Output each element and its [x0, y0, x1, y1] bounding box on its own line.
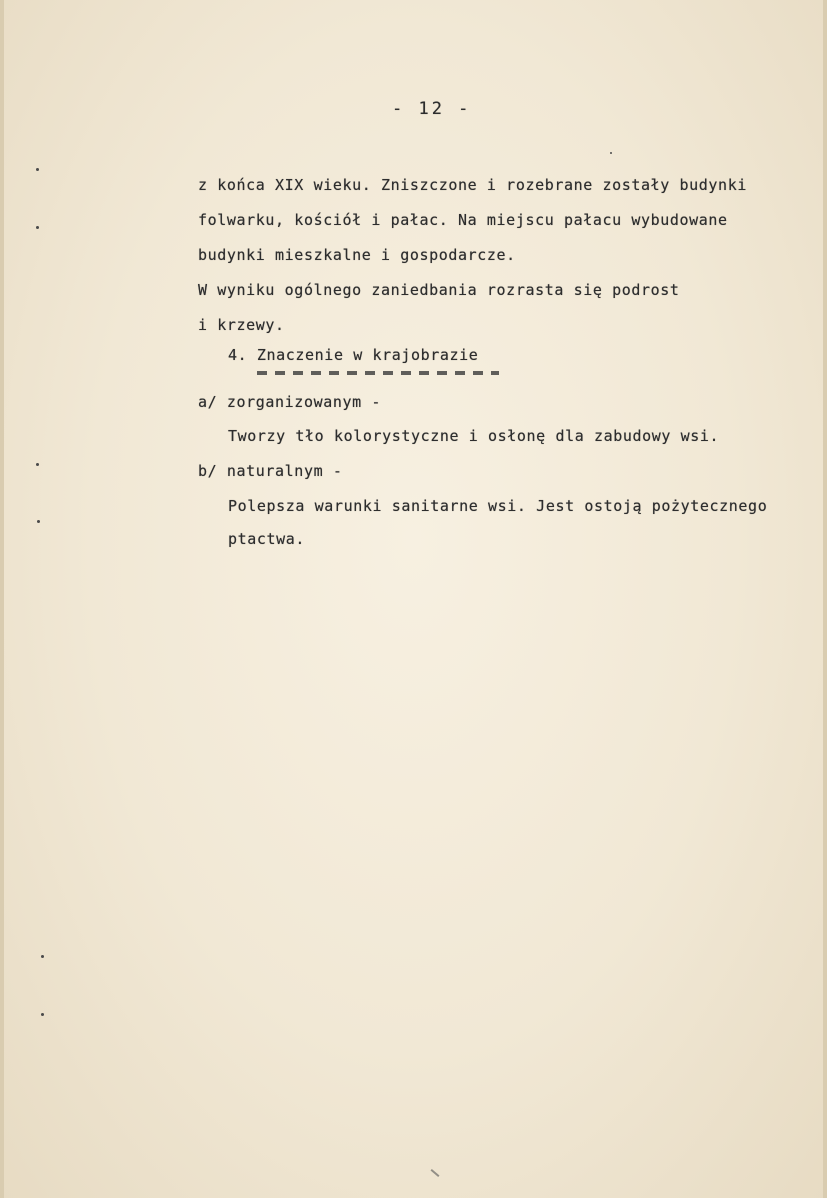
heading-dashed-underline: [257, 371, 499, 375]
body-line: z końca XIX wieku. Zniszczone i rozebrane zostały budynki: [198, 176, 747, 194]
paper-scratch: [431, 1169, 440, 1177]
section-heading: 4. Znaczenie w krajobrazie: [228, 346, 479, 364]
item-b-text: ptactwa.: [228, 530, 306, 548]
margin-speck: [36, 168, 39, 171]
margin-speck: [41, 955, 44, 958]
page-number: - 12 -: [392, 99, 472, 119]
item-b-label: b/ naturalnym -: [198, 462, 343, 480]
item-b-text: Polepsza warunki sanitarne wsi. Jest ostoją pożytecznego: [228, 497, 768, 515]
body-line: W wyniku ogólnego zaniedbania rozrasta się podrost: [198, 281, 680, 299]
margin-speck: [41, 1013, 44, 1016]
item-a-text: Tworzy tło kolorystyczne i osłonę dla zabudowy wsi.: [228, 427, 720, 445]
item-a-label: a/ zorganizowanym -: [198, 393, 381, 411]
paper-speck: [610, 152, 612, 154]
paper-right-edge: [823, 0, 827, 1198]
body-line: budynki mieszkalne i gospodarcze.: [198, 246, 516, 264]
body-line: folwarku, kościół i pałac. Na miejscu pałacu wybudowane: [198, 211, 728, 229]
margin-speck: [37, 520, 40, 523]
paper-left-edge: [0, 0, 4, 1198]
margin-speck: [36, 226, 39, 229]
body-line: i krzewy.: [198, 316, 285, 334]
margin-speck: [36, 463, 39, 466]
